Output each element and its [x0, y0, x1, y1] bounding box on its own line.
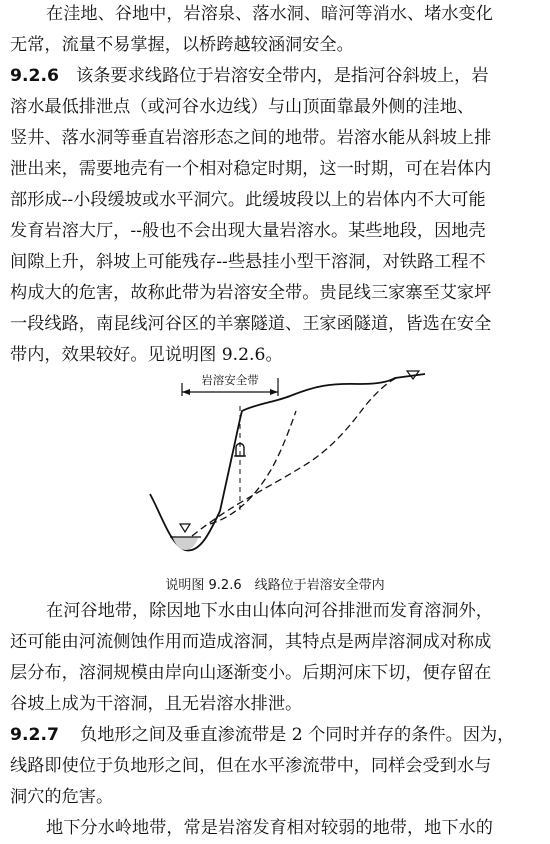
text-line: 带内，效果较好。见说明图 9.2.6。: [10, 345, 283, 365]
river-water: [172, 536, 198, 550]
text-line: 竖井、落水洞等垂直岩溶形态之间的地带。岩溶水能从斜坡上排: [10, 128, 492, 148]
text-line: 在洼地、谷地中，岩溶泉、落水洞、暗河等消水、堵水变化: [46, 4, 493, 24]
safety-zone-arrow-right: [270, 389, 278, 395]
text-line: 洞穴的危害。: [10, 787, 114, 807]
section-9-2-6-first-line: 9.2.6 该条要求线路位于岩溶安全带内，是指河谷斜坡上，岩: [0, 61, 550, 92]
text-line: 泄出来，需要地壳有一个相对稳定时期，这一时期，可在岩体内: [10, 159, 492, 179]
text-line: 地下分水岭地带，常是岩溶发育相对较弱的地带，地下水的: [46, 818, 493, 838]
safety-zone-label: 岩溶安全带: [201, 373, 259, 387]
safety-zone-arrow-left: [182, 389, 190, 395]
text-line: 谷坡上成为干溶洞，且无岩溶水排泄。: [10, 694, 303, 714]
cave-boundary-dashed-line: [210, 411, 296, 524]
text-line: 层分布，溶洞规模由岸向山逐渐变小。后期河床下切，便存留在: [10, 663, 492, 683]
text-line: 间隙上升，斜坡上可能残存--些悬挂小型干溶洞，对铁路工程不: [10, 252, 486, 272]
text-line: 在河谷地带，除因地下水由山体向河谷排泄而发育溶洞外，: [46, 601, 493, 621]
text-line: 溶水最低排泄点（或河谷水边线）与山顶面靠最外侧的洼地、: [10, 97, 475, 117]
text-line: 部形成--小段缓坡或水平洞穴。此缓坡段以上的岩体内不大可能: [10, 190, 486, 210]
text-line: 还可能由河流侧蚀作用而造成溶洞，其特点是两岸溶洞成对称成: [10, 632, 492, 652]
figure-caption: 说明图 9.2.6 线路位于岩溶安全带内: [165, 578, 385, 593]
section-9-2-7-first-line: 9.2.7 负地形之间及垂直渗流带是 2 个同时并存的条件。因为，: [0, 720, 550, 751]
section-number: 9.2.7: [10, 725, 59, 745]
text-line: 一段线路，南昆线河谷区的羊寨隧道、王家函隧道，皆选在安全: [10, 314, 492, 334]
text-line: 线路即使位于负地形之间，但在水平渗流带中，同样会受到水与: [10, 756, 492, 776]
section-number: 9.2.6: [10, 66, 59, 86]
figure-9-2-6: [0, 356, 550, 588]
text-line: 无常，流量不易掌握，以桥跨越较涵洞安全。: [10, 35, 354, 55]
terrain-profile-line: [150, 374, 425, 550]
water-level-symbol: [180, 524, 190, 532]
water-table-dashed-line: [192, 378, 396, 536]
text-line: 构成大的危害，故称此带为岩溶安全带。贵昆线三家寨至艾家坪: [10, 283, 492, 303]
text-line: 发育岩溶大厅，--般也不会出现大量岩溶水。某些地段，因地壳: [10, 221, 486, 241]
